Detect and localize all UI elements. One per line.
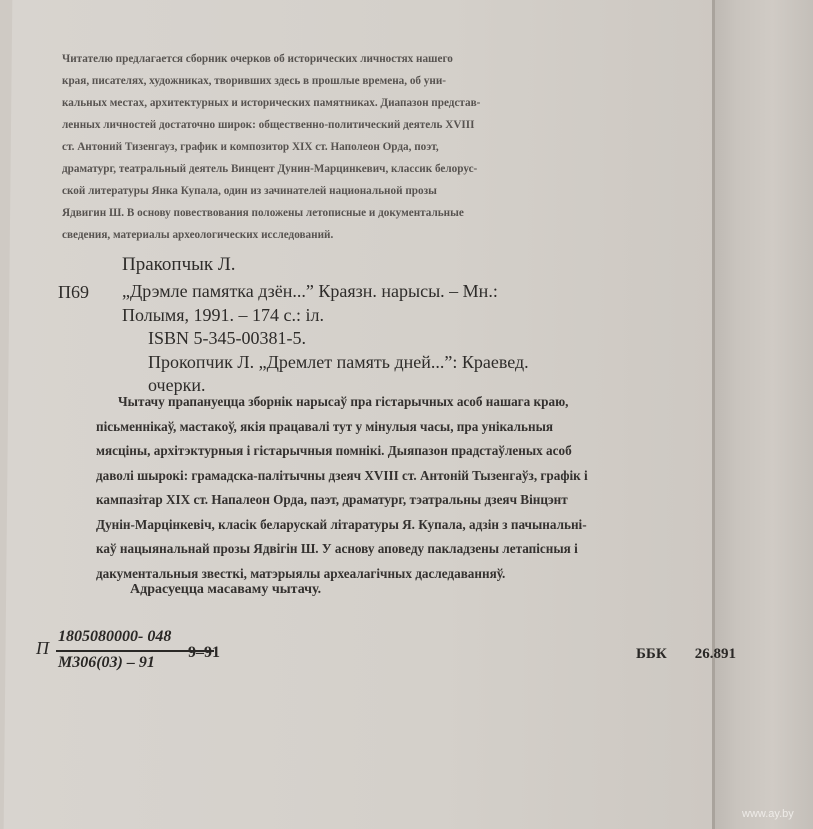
annotation-line: кампазітар XIX ст. Напалеон Орда, паэт, драматург, тэатральны дзеяч Вінцэнт [96,492,568,507]
bbk-index [636,646,736,663]
catalog-line: „Дрэмле памятка дзён...” Краязн. нарысы. – Мн.: [122,281,498,301]
annotation-line: мясціны, архітэктурныя і гістарычныя помнікі. Дыяпазон прадстаўленых асоб [96,443,572,458]
imprint-letter: П [36,638,49,658]
page-stack-edge [712,0,813,829]
imprint-denominator: М306(03) – 91 [58,654,155,671]
abstract-line: ской литературы Янка Купала, один из зачинателей национальной прозы [62,185,437,197]
catalog-line: ISBN 5-345-00381-5. [148,328,306,348]
annotation-line: дакументальныя звесткі, матэрыялы археалагічных даследаванняў. [96,565,506,581]
catalog-record [122,280,529,398]
catalog-code: П69 [58,282,89,302]
annotation-line: Дунін-Марцінкевіч, класік беларускай літаратуры Я. Купала, адзін з пачынальні- [96,516,587,532]
abstract-line: Ядвигин Ш. В основу повествования положены летописные и документальные [62,207,464,219]
annotation-line: Чытачу прапануецца зборнік нарысаў пра гістарычных асоб нашага краю, [118,394,569,409]
catalog-line: Прокопчик Л. „Дремлет память дней...”: Краевед. [148,351,529,372]
annotation-belarusian [96,390,726,586]
abstract-line: Читателю предлагается сборник очерков об исторических личностях нашего [62,53,453,65]
annotation-line: пісьменнікаў, мастакоў, якія працавалі тут у мінулыя часы, пра унікальныя [96,418,554,434]
annotation-line: каў нацыянальнай прозы Ядвігін Ш. У аснову аповеду пакладзены летапісныя і [96,541,578,556]
watermark: www.ay.by [742,808,794,820]
abstract-line: сведения, материалы археологических исследований. [62,229,334,241]
abstract-line: драматург, театральный деятель Винцент Дунин-Марцинкевич, классик белорус- [62,163,478,175]
abstract-line: края, писателях, художниках, творивших здесь в прошлые времена, об уни- [62,75,447,87]
imprint-year: 9–91 [188,644,220,661]
abstract-russian [62,48,702,246]
audience-note: Адрасуецца масаваму чытачу. [130,582,322,597]
abstract-line: ленных личностей достаточно широк: общественно-политический деятель XVIII [62,119,475,131]
bbk-label: ББК [636,646,667,662]
imprint-numerator: 1805080000- 048 [58,628,172,645]
annotation-line: даволі шырокі: грамадска-палітычны дзеяч XVIII ст. Антоній Тызенгаўз, графік і [96,467,588,483]
catalog-line: Полымя, 1991. – 174 с.: іл. [122,304,324,325]
catalog-author: Пракопчык Л. [122,254,236,275]
abstract-line: кальных местах, архитектурных и исторических памятниках. Диапазон представ- [62,97,481,109]
bbk-value: 26.891 [694,646,736,662]
abstract-line: ст. Антоний Тизенгауз, график и композитор XIX ст. Наполеон Орда, поэт, [62,141,439,153]
catalog-line: очерки. [148,375,206,395]
